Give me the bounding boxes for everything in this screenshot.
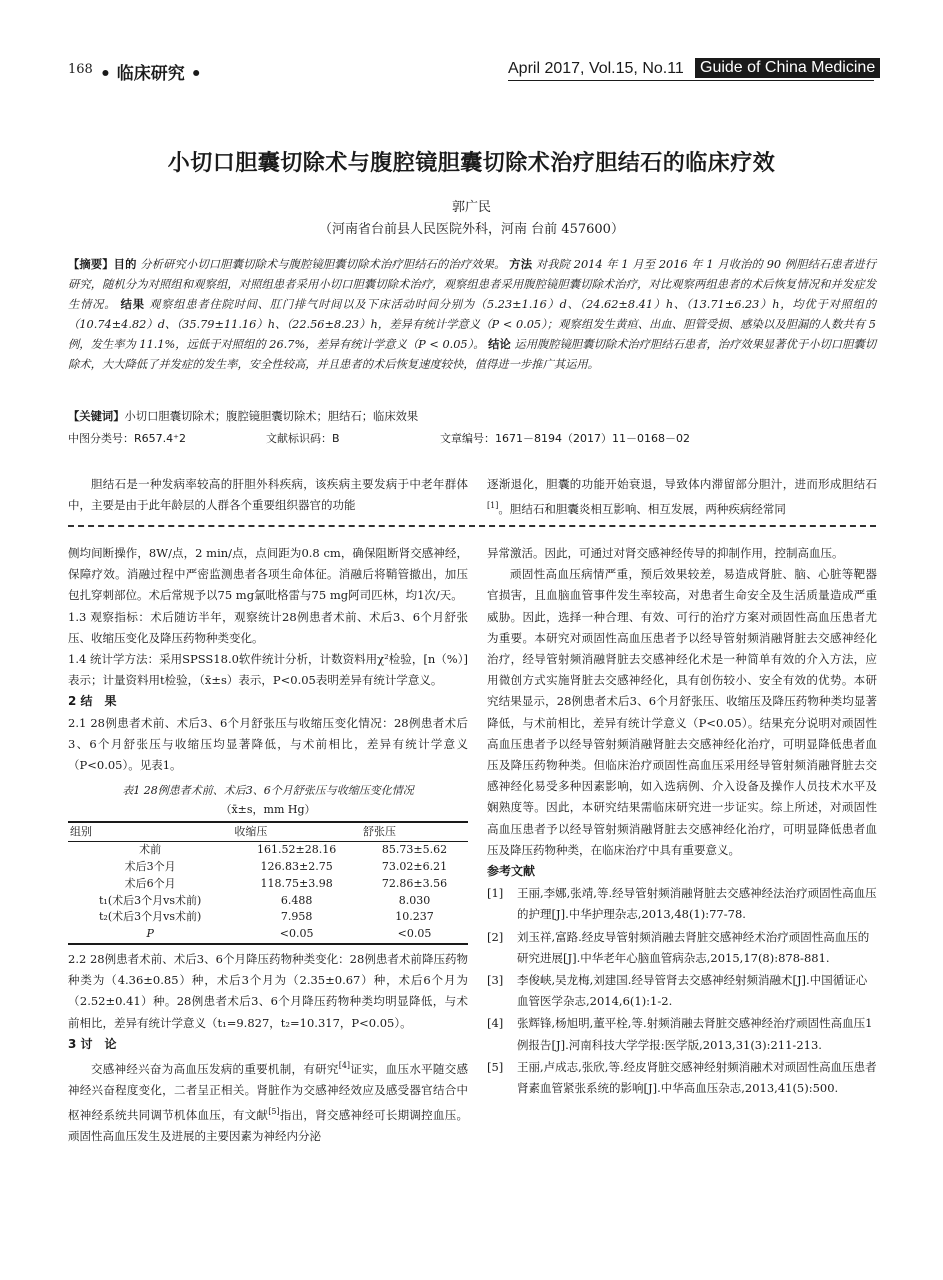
- reference-number: [4]: [487, 1016, 504, 1031]
- reference-number: [2]: [487, 929, 504, 944]
- reference-item: [487, 1057, 877, 1099]
- table-cell: 术后6个月: [124, 876, 176, 890]
- results-paragraph-1: 2.1 28例患者术前、术后3、6个月舒张压与收缩压变化情况：28例患者术后3、6个月舒张压与收缩压均显著降低，与术前相比，差异有统计学意义（P<0.05）。见表1。: [68, 715, 468, 773]
- conclusion-label: 结论: [488, 338, 511, 351]
- clc-number: 中图分类号：R657.4⁺2: [68, 432, 186, 445]
- citation: [1]: [487, 501, 499, 511]
- abstract-aim: 分析研究小切口胆囊切除术与腹腔镜胆囊切除术治疗胆结石的治疗效果。: [140, 258, 506, 271]
- intro-right-text: 逐渐退化，胆囊的功能开始衰退，导致体内滞留部分胆汁，进而形成胆结石: [487, 477, 877, 491]
- methods-paragraph: 侧均间断操作，8W/点，2 min/点，点间距为0.8 cm，确保阻断肾交感神经，保障疗效。消融过程中严密监测患者各项生命体征。消融后将鞘管撤出，加压包扎穿刺部位。术后常规予以75 mg氯吡格雷与75 mg阿司匹林，均1次/天。: [68, 546, 468, 603]
- table-row: [68, 876, 468, 893]
- keywords-text: 小切口胆囊切除术；腹腔镜胆囊切除术；胆结石；临床效果: [124, 410, 419, 423]
- table-cell: <0.05: [361, 926, 468, 944]
- table-cell: P: [68, 926, 232, 944]
- table-cell: 118.75±3.98: [260, 876, 333, 890]
- table-row: [68, 926, 468, 944]
- reference-text: 李俊峡,吴龙梅,刘建国.经导管肾去交感神经射频消融术[J].中国循证心血管医学杂志,2014,6(1):1-2.: [517, 973, 868, 1009]
- article-number: 文章编号：1671－8194（2017）11－0168－02: [440, 432, 690, 445]
- method-label: 方法: [509, 258, 533, 271]
- citation: [5]: [268, 1107, 280, 1117]
- reference-number: [1]: [487, 886, 504, 901]
- table-cell: 术前: [139, 843, 162, 857]
- abstract-result: 观察组患者住院时间、肛门排气时间以及下床活动时间分别为（5.23±1.16）d、（24.62±8.41）h、（13.71±6.23）h，均优于对照组的（10.74±4.82）d、（35.79±11.16）h、（22.56±8.23）h，差异有统计学意义（P < 0.05）；观察组发生黄疸、出血、胆管受损、感染以及胆漏的人数共有 5 例，发生率为 11.1%，远低于对照组的 26.7%，差异有统计学意义（P < 0.05）。: [68, 298, 876, 351]
- table-header: 组别: [68, 822, 232, 842]
- table-1: [68, 821, 468, 945]
- affiliation: （河南省台前县人民医院外科，河南 台前 457600）: [319, 222, 624, 237]
- intro-right: [487, 474, 877, 520]
- keywords-label: 【关键词】: [68, 410, 125, 423]
- reference-number: [3]: [487, 973, 504, 988]
- results-heading: 2 结 果: [68, 694, 117, 709]
- table-cell: 161.52±28.16: [257, 843, 337, 857]
- abstract-conclusion: 运用腹腔镜胆囊切除术治疗胆结石患者，治疗效果显著优于小切口胆囊切除术，大大降低了并发症的发生率，安全性较高，并且患者的术后恢复速度较快，值得进一步推广其运用。: [68, 338, 877, 371]
- table-cell: 126.83±2.75: [260, 860, 333, 874]
- reference-item: [487, 970, 877, 1012]
- discussion-paragraph-2: 顽固性高血压病情严重，预后效果较差，易造成肾脏、脑、心脏等靶器官损害，且血脑血管事件发生率较高，对患者生命安全及生活质量造成严重威胁。因此，选择一种合理、有效、可行的治疗方案对顽固性高血压患者尤为重要。本研究对顽固性高血压患者予以经导管射频消融肾脏去交感神经化治疗，经导管射频消融肾脏去交感神经化术是一种简单有效的介入方法，应用微创方式实施肾脏去交感神经化，具有创伤较小、安全有效的优势。本研究结果显示，28例患者术后3、6个月舒张压、收缩压及降压药物种类均显著降低，与术前相比，差异有统计学意义（P<0.05）。结果充分说明对顽固性高血压患者予以经导管射频消融肾脏去交感神经化治疗，可明显降低患者血压及降压药物种类。但临床治疗顽固性高血压采用经导管射频消融肾脏去交感神经化易受多种因素影响，如入选病例、介入设备及操作人员技术水平及娴熟度等。因此，本研究结果需临床研究进一步证实。综上所述，对顽固性高血压患者予以经导管射频消融肾脏去交感神经化治疗，可明显降低患者血压及降压药物种类，在临床治疗中具有重要意义。: [487, 567, 877, 857]
- table-cell: 术后3个月: [124, 860, 176, 874]
- table-cell: 85.73±5.62: [381, 843, 448, 857]
- reference-item: [487, 883, 877, 925]
- intro-right-text-2: 。胆结石和胆囊炎相互影响、相互发展，两种疾病经常同: [498, 502, 786, 517]
- reference-text: 王丽,卢成志,张欣,等.经皮肾脏交感神经射频消融术对顽固性高血压患者肾素血管紧张系统的影响[J].中华高血压杂志,2013,41(5):500.: [517, 1059, 877, 1096]
- article-title: 小切口胆囊切除术与腹腔镜胆囊切除术治疗胆结石的临床疗效: [167, 151, 776, 176]
- table-cell: <0.05: [232, 926, 361, 944]
- keywords: [68, 408, 876, 424]
- discussion-text-3: 指出，肾交感神经可长期调控血压。顽固性高血压发生及进展的主要因素为神经内分泌: [68, 1108, 469, 1144]
- observation-paragraph: 1.3 观察指标：术后随访半年，观察统计28例患者术前、术后3、6个月舒张压、收缩压变化及降压药物种类变化。: [68, 609, 468, 645]
- left-column: [68, 543, 468, 1148]
- abstract-method: 对我院 2014 年 1 月至 2016 年 1 月收治的 90 例胆结石患者进行研究，随机分为对照组和观察组，对照组患者采用小切口胆囊切除术治疗，观察组患者采用腹腔镜胆囊切除术治疗，对比观察两组患者的术后恢复情况和并发症发生情况。: [68, 258, 876, 311]
- table-cell: 6.488: [280, 893, 313, 907]
- author: 郭广民: [451, 200, 491, 215]
- document-code: 文献标识码：B: [266, 432, 340, 445]
- aim-label: 目的: [113, 258, 137, 271]
- abstract-label: 【摘要】: [68, 258, 114, 271]
- table-cell: 10.237: [395, 910, 434, 924]
- discussion-paragraph: [68, 1055, 468, 1147]
- table-row: [68, 842, 468, 859]
- journal-name: Guide of China Medicine: [695, 58, 880, 78]
- reference-item: [487, 927, 877, 969]
- table-title: 表1 28例患者术前、术后3、6个月舒张压与收缩压变化情况: [122, 784, 414, 798]
- table-cell: 73.02±6.21: [381, 860, 448, 874]
- issue-info: April 2017, Vol.15, No.11: [508, 60, 684, 77]
- table-row: [68, 859, 468, 876]
- discussion-continued: 异常激活。因此，可通过对肾交感神经传导的抑制作用，控制高血压。: [487, 546, 844, 560]
- reference-item: [487, 1013, 877, 1055]
- table-row: [68, 909, 468, 926]
- references-heading: 参考文献: [487, 864, 536, 879]
- abstract: [68, 255, 876, 375]
- citation: [4]: [338, 1061, 351, 1071]
- discussion-text-1: 交感神经兴奋为高血压发病的重要机制，有研究: [91, 1061, 339, 1076]
- discussion-text-2: 证实，血压水平随交感神经兴奋程度变化，二者呈正相关。肾脏作为交感神经效应及感受器官结合中枢神经系统共同调节机体血压，有文献: [68, 1061, 468, 1123]
- discussion-heading: 3 讨 论: [68, 1036, 117, 1051]
- reference-number: [5]: [487, 1059, 504, 1074]
- table-cell: 8.030: [398, 893, 431, 907]
- result-label: 结果: [120, 298, 145, 311]
- table-header: 舒张压: [361, 822, 468, 842]
- page-number: 168: [68, 62, 93, 77]
- table-cell: t₁(术后3个月vs术前): [99, 893, 202, 907]
- dashed-divider: [68, 525, 876, 527]
- results-paragraph-2: 2.2 28例患者术前、术后3、6个月降压药物种类变化：28例患者术前降压药物种类为（4.36±0.85）种，术后3个月为（2.35±0.67）种，术后6个月为（2.52±0.41）种。28例患者术后3、6个月降压药物种类均明显降低，与术前相比，差异有统计学意义（t₁=9.827，t₂=10.317，P<0.05）。: [68, 952, 468, 1030]
- table-unit: （x̄±s，mm Hg）: [220, 803, 316, 817]
- statistics-paragraph: 1.4 统计学方法：采用SPSS18.0软件统计分析，计数资料用χ²检验，[n（%）]表示；计量资料用t检验，（x̄±s）表示，P<0.05表明差异有统计学意义。: [68, 652, 468, 688]
- intro-left: 胆结石是一种发病率较高的肝胆外科疾病，该疾病主要发病于中老年群体中，主要是由于此年龄层的人群各个重要组织器官的功能: [68, 477, 468, 513]
- table-header: 收缩压: [232, 822, 361, 842]
- table-row: [68, 893, 468, 910]
- section-label: • 临床研究 •: [100, 64, 202, 84]
- table-cell: 72.86±3.56: [381, 876, 448, 890]
- reference-text: 王丽,李娜,张靖,等.经导管射频消融肾脏去交感神经法治疗顽固性高血压的护理[J].中华护理杂志,2013,48(1):77-78.: [517, 886, 877, 922]
- table-caption: [68, 781, 468, 819]
- header-rule: [508, 80, 874, 81]
- right-column: [487, 543, 877, 1099]
- reference-text: 张辉锋,杨旭明,董平栓,等.射频消融去肾脏交感神经治疗顽固性高血压1例报告[J].河南科技大学学报:医学版,2013,31(3):211-213.: [517, 1016, 873, 1052]
- reference-text: 刘玉祥,富路.经皮导管射频消融去肾脏交感神经术治疗顽固性高血压的研究进展[J].中华老年心脑血管病杂志,2015,17(8):878-881.: [517, 929, 870, 965]
- table-cell: t₂(术后3个月vs术前): [99, 910, 202, 924]
- table-cell: 7.958: [280, 910, 313, 924]
- table-header-row: [68, 822, 468, 842]
